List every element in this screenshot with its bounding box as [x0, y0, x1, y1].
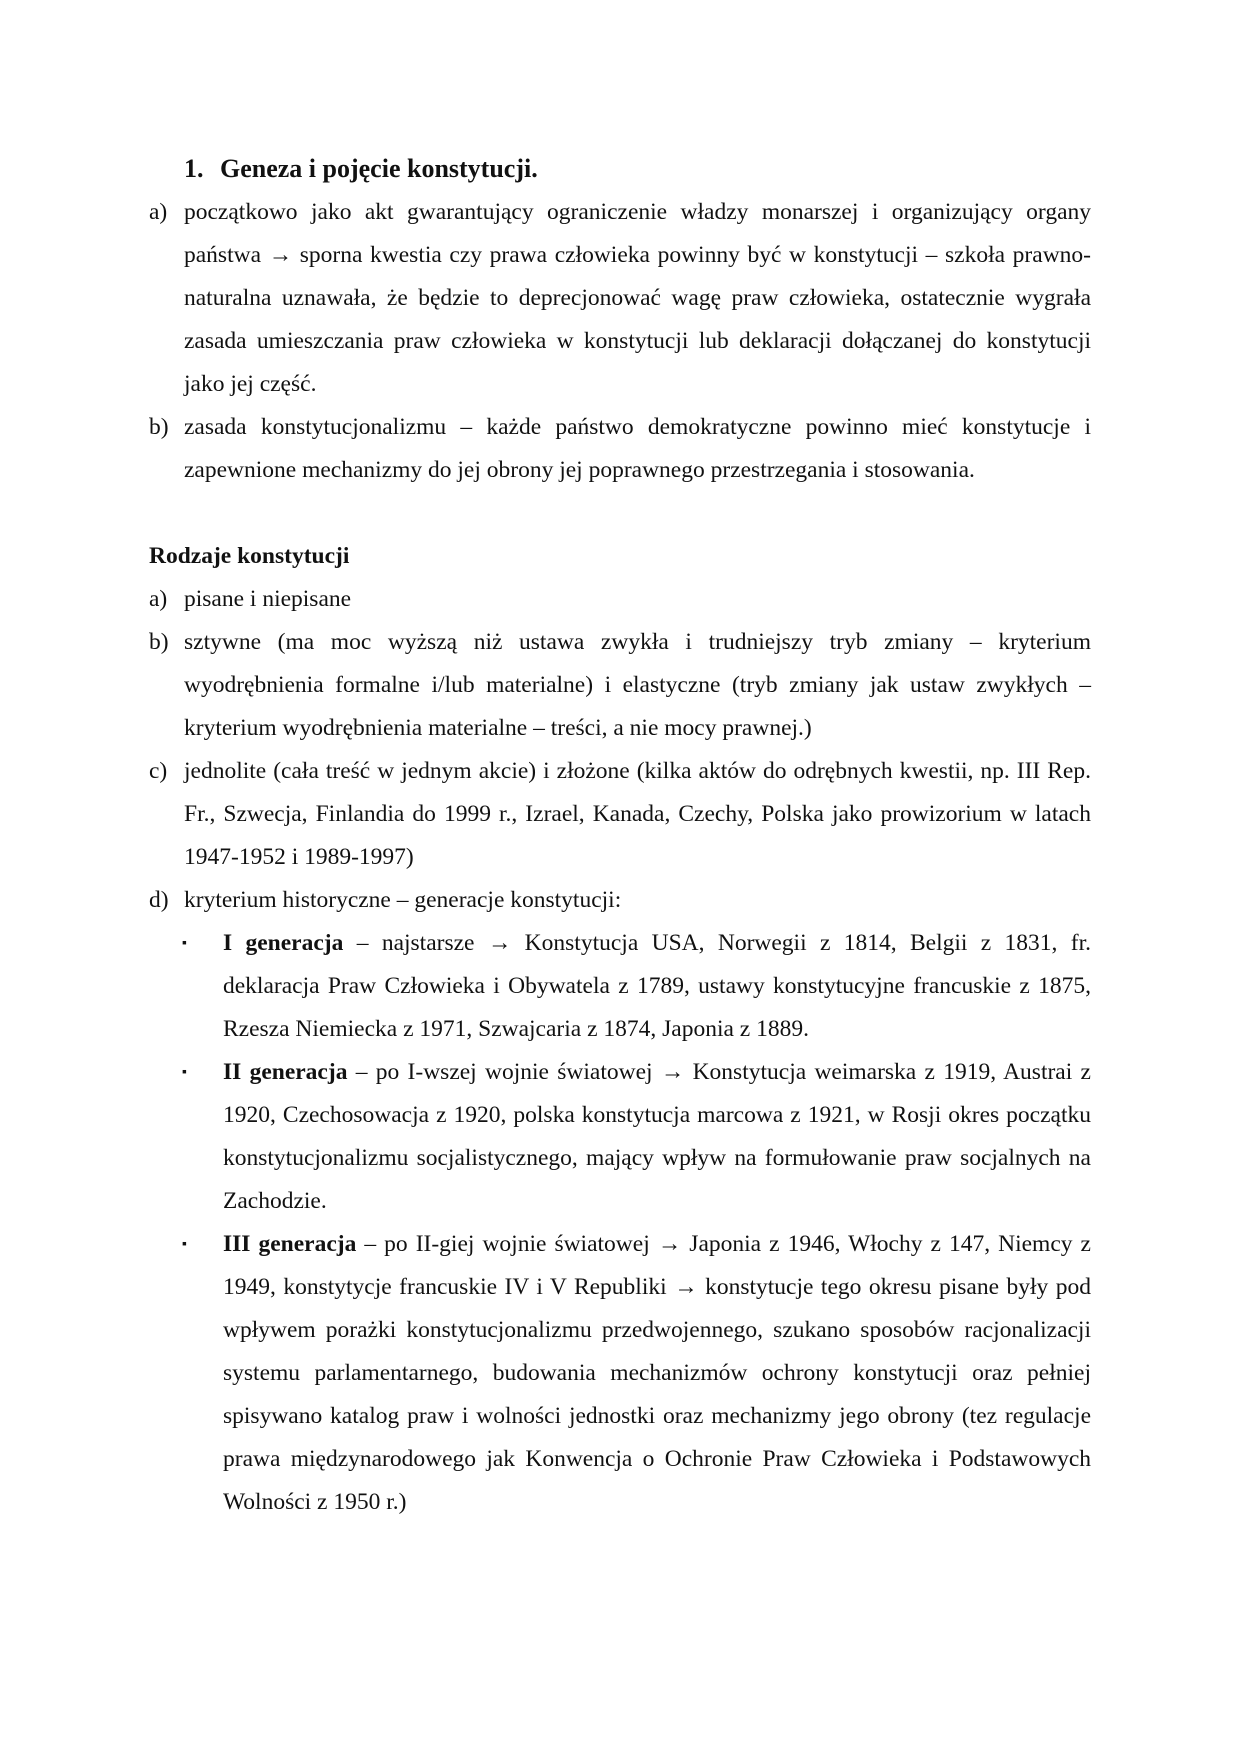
subsection-heading: Rodzaje konstytucji: [149, 543, 350, 569]
list-text: kryterium historyczne – generacje konstytucji:: [184, 887, 622, 913]
list-text: sztywne (ma moc wyższą niż ustawa zwykła i trudniejszy tryb zmiany – kryterium wyodrębnienia formalne i/lub materialne) i elastyczne (tryb zmiany jak ustaw zwykłych – kryterium wyodrębnienia materialne – treści, a nie mocy prawnej.): [184, 629, 1091, 741]
list-text: jednolite (cała treść w jednym akcie) i złożone (kilka aktów do odrębnych kwestii, np. III Rep. Fr., Szwecja, Finlandia do 1999 r., Izrael, Kanada, Czechy, Polska jako prowizorium w latach 1947-1952 i 1989-1997): [184, 758, 1091, 870]
list-text: pisane i niepisane: [184, 586, 352, 612]
bullet-item: [149, 922, 1091, 1051]
generation-text: – najstarsze → Konstytucja USA, Norwegii z 1814, Belgii z 1831, fr. deklaracja Praw Człowieka i Obywatela z 1789, ustawy konstytucyjne francuskie z 1875, Rzesza Niemiecka z 1971, Szwajcaria z 1874, Japonia z 1889.: [223, 930, 1092, 1042]
list-label: a): [149, 199, 168, 225]
list-label: b): [149, 629, 169, 655]
spacer: [149, 492, 1091, 535]
list-item: [149, 406, 1091, 492]
generation-label: I generacja: [223, 930, 344, 956]
bullet-item: [149, 1051, 1091, 1223]
list-item: [149, 191, 1091, 406]
heading-number: 1.: [184, 154, 204, 183]
generation-label: III generacja: [223, 1231, 357, 1257]
heading-title: Geneza i pojęcie konstytucji.: [220, 154, 538, 183]
list-item: [149, 879, 1091, 922]
list-text: początkowo jako akt gwarantujący ograniczenie władzy monarszej i organizujący organy państwa → sporna kwestia czy prawa człowieka powinny być w konstytucji – szkoła prawno-naturalna uznawała, że będzie to deprecjonować wagę praw człowieka, ostatecznie wygrała zasada umieszczania praw człowieka w konstytucji lub deklaracji dołączanej do konstytucji jako jej część.: [184, 199, 1091, 397]
bullet-square-icon: ▪: [182, 1065, 187, 1080]
bullet-square-icon: ▪: [182, 936, 187, 951]
generation-label: II generacja: [223, 1059, 348, 1085]
list-label: d): [149, 887, 169, 913]
bullet-square-icon: ▪: [182, 1237, 187, 1252]
bullet-item: [149, 1223, 1091, 1524]
list-item: [149, 621, 1091, 750]
generation-text: – po II-giej wojnie światowej → Japonia z 1946, Włochy z 147, Niemcy z 1949, konstytycje francuskie IV i V Republiki → konstytucje tego okresu pisane były pod wpływem porażki konstytucjonalizmu przedwojennego, szukano sposobów racjonalizacji systemu parlamentarnego, budowania mechanizmów ochrony konstytucji oraz pełniej spisywano katalog praw i wolności jednostki oraz mechanizmy jego obrony (tez regulacje prawa międzynarodowego jak Konwencja o Ochronie Praw Człowieka i Podstawowych Wolności z 1950 r.): [223, 1231, 1091, 1515]
list-label: b): [149, 414, 169, 440]
document-page: [149, 146, 1091, 1524]
list-label: a): [149, 586, 168, 612]
list-text: zasada konstytucjonalizmu – każde państwo demokratyczne powinno mieć konstytucje i zapewnione mechanizmy do jej obrony jej poprawnego przestrzegania i stosowania.: [184, 414, 1091, 483]
generation-text: – po I-wszej wojnie światowej → Konstytucja weimarska z 1919, Austrai z 1920, Czechosowacja z 1920, polska konstytucja marcowa z 1921, w Rosji okres początku konstytucjonalizmu socjalistycznego, mający wpływ na formułowanie praw socjalnych na Zachodzie.: [223, 1059, 1091, 1214]
section-heading: [149, 146, 1091, 191]
list-label: c): [149, 758, 168, 784]
list-item: [149, 750, 1091, 879]
list-item: [149, 578, 1091, 621]
